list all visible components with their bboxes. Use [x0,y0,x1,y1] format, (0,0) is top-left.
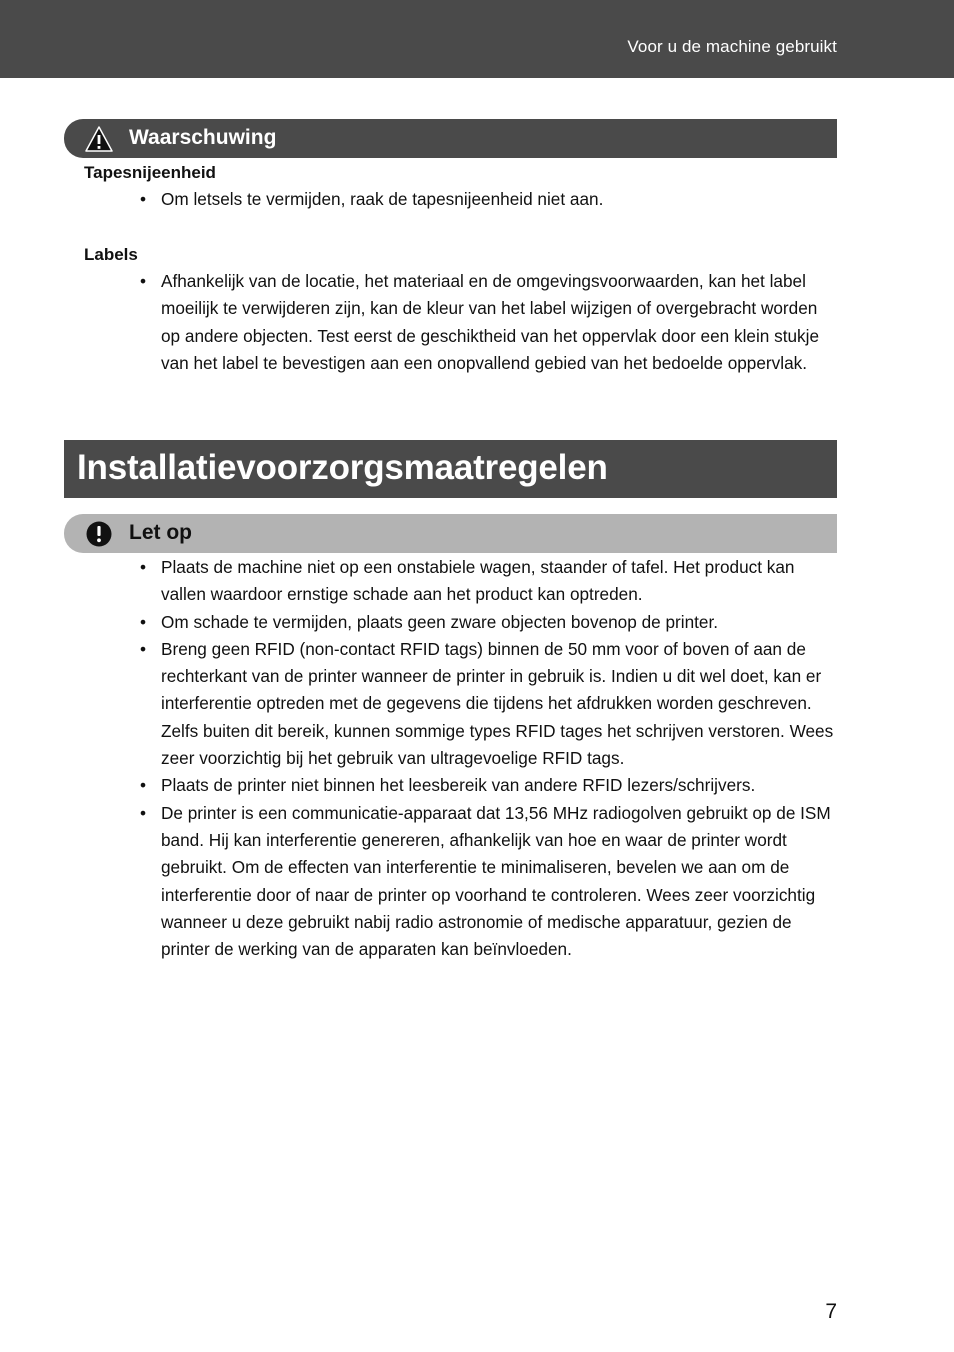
caution-banner [64,514,837,553]
section-title: Installatievoorzorgsmaatregelen [77,448,608,487]
exclamation-circle-icon [84,519,114,549]
warning-title: Waarschuwing [129,126,277,149]
page-number: 7 [825,1300,837,1323]
subheading-tapesnijeenheid: Tapesnijeenheid [84,163,216,182]
list-item: • Plaats de machine niet op een onstabiele wagen, staander of tafel. Het product kan vallen waardoor ernstige schade aan het product kan optreden. [140,557,795,605]
list-item: • Afhankelijk van de locatie, het materiaal en de omgevingsvoorwaarden, kan het label moeilijk te verwijderen zijn, kan de kleur van het label wijzigen of overgebracht worden op andere objecten. Test eerst de geschiktheid van het oppervlak door een klein stukje van het label te bevestigen aan een onopvallend gebied van het bedoelde oppervlak. [140,271,820,373]
tapesnijeenheid-list [138,186,838,213]
warning-banner [64,119,837,158]
labels-list [138,268,838,377]
list-item: • Om letsels te vermijden, raak de tapesnijeenheid niet aan. [140,189,604,209]
list-item: • Om schade te vermijden, plaats geen zware objecten bovenop de printer. [140,611,719,632]
list-item: • De printer is een communicatie-apparaat dat 13,56 MHz radiogolven gebruikt op de ISM band. Hij kan interferentie genereren, afhankelijk van hoe en waar de printer wordt gebruikt. Om de effecten van interferentie te minimaliseren, bevelen we aan om de interferentie door of naar de printer op voorhand te controleren. Wees zeer voorzichtig wanneer u deze gebruikt nabij radio astronomie of medische apparatuur, gezien de printer de werking van de apparaten kan beïnvloeden. [140,802,831,960]
list-item: • Breng geen RFID (non-contact RFID tags) binnen de 50 mm voor of boven of aan de rechterkant van de printer wanneer de printer in gebruik is. Indien u dit wel doet, kan er interferentie optreden met de gegevens die tijdens het afdrukken worden geschreven. Zelfs buiten dit bereik, kunnen sommige types RFID tages het schrijven verstoren. Wees zeer voorzichtig bij het gebruik van ultragevoelige RFID tags. [140,638,834,769]
subheading-labels: Labels [84,245,138,264]
list-item: • Plaats de printer niet binnen het leesbereik van andere RFID lezers/schrijvers. [140,775,756,796]
caution-list [138,554,838,963]
warning-triangle-icon [84,124,114,154]
section-heading-bar [64,440,837,498]
page-header-bar [0,0,954,78]
caution-title: Let op [129,521,192,544]
running-head: Voor u de machine gebruikt [627,37,837,56]
